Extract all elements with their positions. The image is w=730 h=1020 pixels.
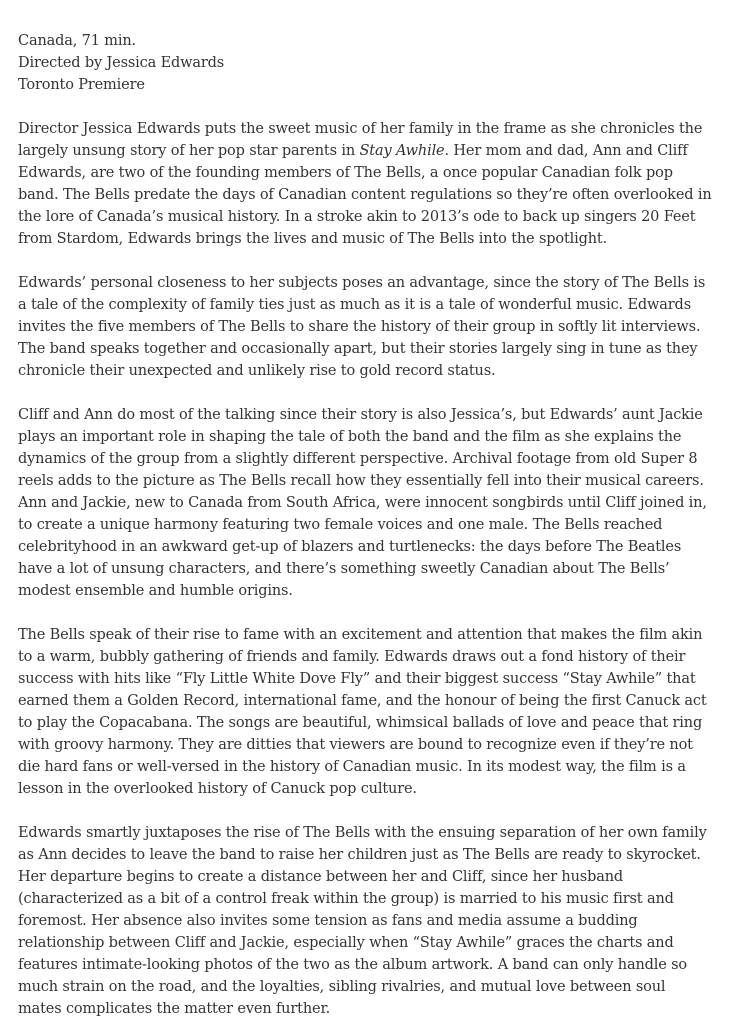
review-paragraph-3: Cliff and Ann do most of the talking since their story is also Jessica’s, but Edwards’ aunt Jackie plays an important role in shaping the tale of both the band and the film as she explains the dynamics of the group from a slightly different perspective. Archival footage from old Super 8 reels adds to the picture as The Bells recall how they essentially fell into their musical careers. Ann and Jackie, new to Canada from South Africa, were innocent songbirds until Cliff joined in, to create a unique harmony featuring two female voices and one male. The Bells reached celebrityhood in an awkward get-up of blazers and turtlenecks: the days before The Beatles have a lot of unsung characters, and there’s something sweetly Canadian about The Bells’ modest ensemble and humble origins. xyxy=(18,407,707,599)
film-info xyxy=(18,30,712,96)
review-paragraph-5: Edwards smartly juxtaposes the rise of The Bells with the ensuing separation of her own family as Ann decides to leave the band to raise her children just as The Bells are ready to skyrocket. Her departure begins to create a distance between her and Cliff, since her husband (characterized as a bit of a control freak within the group) is married to his music first and foremost. Her absence also invites some tension as fans and media assume a budding relationship between Cliff and Jackie, especially when “Stay Awhile” graces the charts and features intimate-looking photos of the two as the album artwork. A band can only handle so much strain on the road, and the loyalties, sibling rivalries, and mutual love between soul mates complicates the matter even further. xyxy=(18,825,707,1017)
film-title: Stay Awhile xyxy=(359,143,445,159)
review-paragraph-2: Edwards’ personal closeness to her subjects poses an advantage, since the story of The Bells is a tale of the complexity of family ties just as much as it is a tale of wonderful music. Edwards invites the five members of The Bells to share the history of their group in softly lit interviews. The band speaks together and occasionally apart, but their stories largely sing in tune as they chronicle their unexpected and unlikely rise to gold record status. xyxy=(18,275,706,379)
paragraph-1-rest: . Her mom and dad, Ann and Cliff Edwards, are two of the founding members of The Bells, a once popular Canadian folk pop band. The Bells predate the days of Canadian content regulations so they’re often overlooked in the lore of Canada’s musical history. In a stroke akin to 2013’s ode to back up singers 20 Feet from Stardom, Edwards brings the lives and music of The Bells into the spotlight. xyxy=(18,143,712,247)
premiere-label: Toronto Premiere xyxy=(18,77,145,93)
review-paragraph-1 xyxy=(18,118,712,250)
country-runtime: Canada, 71 min. xyxy=(18,33,137,49)
director-credit: Directed by Jessica Edwards xyxy=(18,55,225,71)
review-paragraph-4: The Bells speak of their rise to fame with an excitement and attention that makes the film akin to a warm, bubbly gathering of friends and family. Edwards draws out a fond history of their success with hits like “Fly Little White Dove Fly” and their biggest success “Stay Awhile” that earned them a Golden Record, international fame, and the honour of being the first Canuck act to play the Copacabana. The songs are beautiful, whimsical ballads of love and peace that ring with groovy harmony. They are ditties that viewers are bound to recognize even if they’re not die hard fans or well-versed in the history of Canadian music. In its modest way, the film is a lesson in the overlooked history of Canuck pop culture. xyxy=(18,627,707,797)
paragraph-1-intro: Director Jessica Edwards puts the sweet music of her family in the frame as she chronicles the largely unsung story of her pop star parents in xyxy=(18,121,703,159)
